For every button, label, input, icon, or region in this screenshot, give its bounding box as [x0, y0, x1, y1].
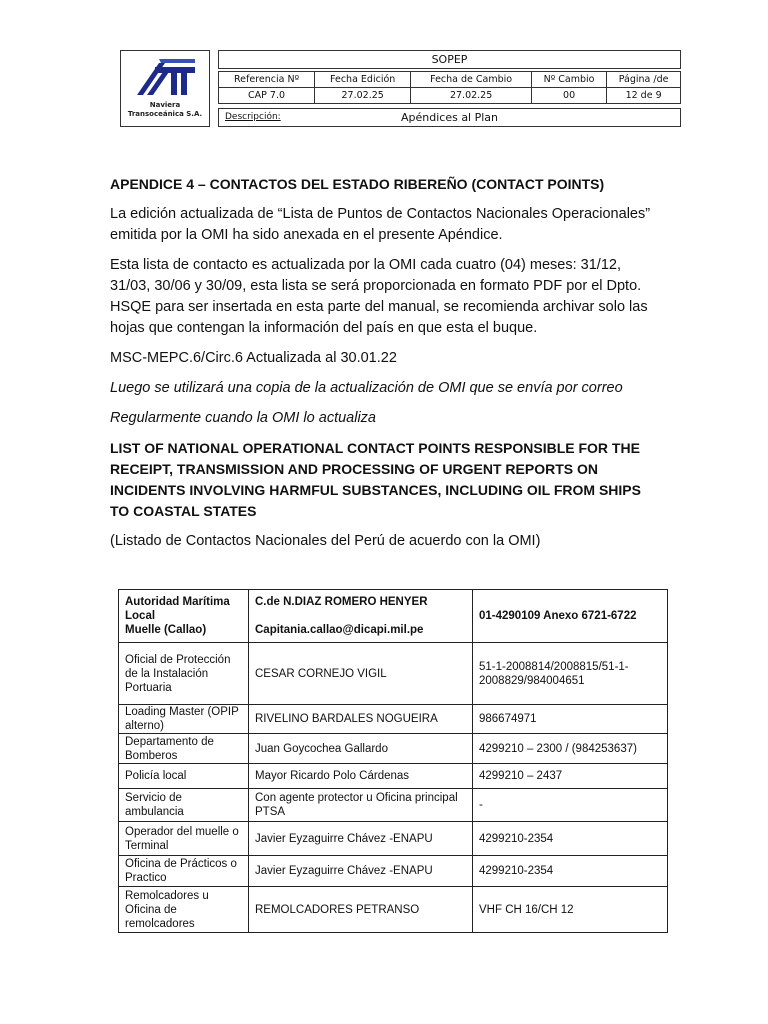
contact-role: Oficina de Prácticos o Practico	[119, 856, 249, 887]
table-row	[119, 764, 668, 789]
contact-name: Juan Goycochea Gallardo	[249, 734, 473, 764]
meta-header-change-date: Fecha de Cambio	[411, 72, 532, 88]
company-logo-icon	[135, 57, 197, 101]
contact-role: Departamento de Bomberos	[119, 734, 249, 764]
description-label: Descripción:	[225, 112, 281, 122]
contact-name: Mayor Ricardo Polo Cárdenas	[249, 764, 473, 789]
contact-role: Remolcadores u Oficina de remolcadores	[119, 887, 249, 933]
contact-name: REMOLCADORES PETRANSO	[249, 887, 473, 933]
contacts-table	[118, 589, 668, 933]
contact-role: Autoridad Marítima Local Muelle (Callao)	[119, 590, 249, 643]
table-row	[119, 734, 668, 764]
paragraph-peru-contacts: (Listado de Contactos Nacionales del Perú de acuerdo con la OMI)	[110, 533, 541, 549]
table-row	[119, 705, 668, 734]
paragraph-update-schedule: Esta lista de contacto es actualizada por la OMI cada cuatro (04) meses: 31/12, 31/03, 30/06 y 30/09, esta lista se será proporcionada en formato PDF por el Dpto. HSQE para ser insertada en esta parte del manual, se recomienda archivar solo las hojas que contengan la información del país en que esta el buque.	[110, 257, 648, 336]
contact-name: C.de N.DIAZ ROMERO HENYER Capitania.callao@dicapi.mil.pe	[249, 590, 473, 643]
contact-phone: 4299210 – 2300 / (984253637)	[473, 734, 668, 764]
table-row	[119, 822, 668, 856]
contact-name: CESAR CORNEJO VIGIL	[249, 643, 473, 705]
contact-name: Con agente protector u Oficina principal PTSA	[249, 789, 473, 822]
table-row	[119, 887, 668, 933]
contact-role: Servicio de ambulancia	[119, 789, 249, 822]
contact-phone: 01-4290109 Anexo 6721-6722	[473, 590, 668, 643]
document-meta-table	[218, 71, 681, 104]
contact-list-heading: LIST OF NATIONAL OPERATIONAL CONTACT POINTS RESPONSIBLE FOR THE RECEIPT, TRANSMISSION AND PROCESSING OF URGENT REPORTS ON INCIDENTS INVOLVING HARMFUL SUBSTANCES, INCLUDING OIL FROM SHIPS TO COASTAL STATES	[110, 440, 641, 519]
appendix-heading: APENDICE 4 – CONTACTOS DEL ESTADO RIBEREÑO (CONTACT POINTS)	[110, 176, 605, 192]
contact-name: Javier Eyzaguirre Chávez -ENAPU	[249, 822, 473, 856]
contact-phone: -	[473, 789, 668, 822]
meta-header-edition-date: Fecha Edición	[315, 72, 411, 88]
meta-value-change-number: 00	[531, 88, 606, 104]
contact-name: RIVELINO BARDALES NOGUEIRA	[249, 705, 473, 734]
meta-header-change-number: Nº Cambio	[531, 72, 606, 88]
contact-role: Policía local	[119, 764, 249, 789]
contact-name: Javier Eyzaguirre Chávez -ENAPU	[249, 856, 473, 887]
description-row	[218, 108, 681, 127]
document-title: SOPEP	[218, 50, 681, 69]
contact-phone: VHF CH 16/CH 12	[473, 887, 668, 933]
contact-role: Loading Master (OPIP alterno)	[119, 705, 249, 734]
company-name: Naviera Transoceánica S.A.	[127, 101, 203, 118]
table-row	[119, 789, 668, 822]
paragraph-copy-note: Luego se utilizará una copia de la actualización de OMI que se envía por correo	[110, 380, 623, 396]
meta-value-edition-date: 27.02.25	[315, 88, 411, 104]
contact-role: Operador del muelle o Terminal	[119, 822, 249, 856]
contact-phone: 51-1-2008814/2008815/51-1-2008829/984004651	[473, 643, 668, 705]
table-row	[119, 643, 668, 705]
table-row	[119, 590, 668, 643]
contact-role: Oficial de Protección de la Instalación Portuaria	[119, 643, 249, 705]
contact-email: Capitania.callao@dicapi.mil.pe	[255, 624, 424, 636]
meta-header-reference: Referencia Nº	[219, 72, 315, 88]
paragraph-update-note: Regularmente cuando la OMI lo actualiza	[110, 410, 376, 426]
paragraph-circular: MSC-MEPC.6/Circ.6 Actualizada al 30.01.22	[110, 350, 397, 366]
meta-value-reference: CAP 7.0	[219, 88, 315, 104]
paragraph-intro: La edición actualizada de “Lista de Puntos de Contactos Nacionales Operacionales” emitida por la OMI ha sido anexada en el presente Apéndice.	[110, 206, 651, 243]
contact-phone: 4299210-2354	[473, 856, 668, 887]
contact-phone: 4299210-2354	[473, 822, 668, 856]
contact-phone: 986674971	[473, 705, 668, 734]
contact-phone: 4299210 – 2437	[473, 764, 668, 789]
table-row	[119, 856, 668, 887]
meta-value-page: 12 de 9	[607, 88, 681, 104]
meta-header-page: Página /de	[607, 72, 681, 88]
meta-value-change-date: 27.02.25	[411, 88, 532, 104]
document-body	[110, 174, 660, 561]
description-value: Apéndices al Plan	[400, 111, 499, 124]
company-logo-box	[120, 50, 210, 127]
